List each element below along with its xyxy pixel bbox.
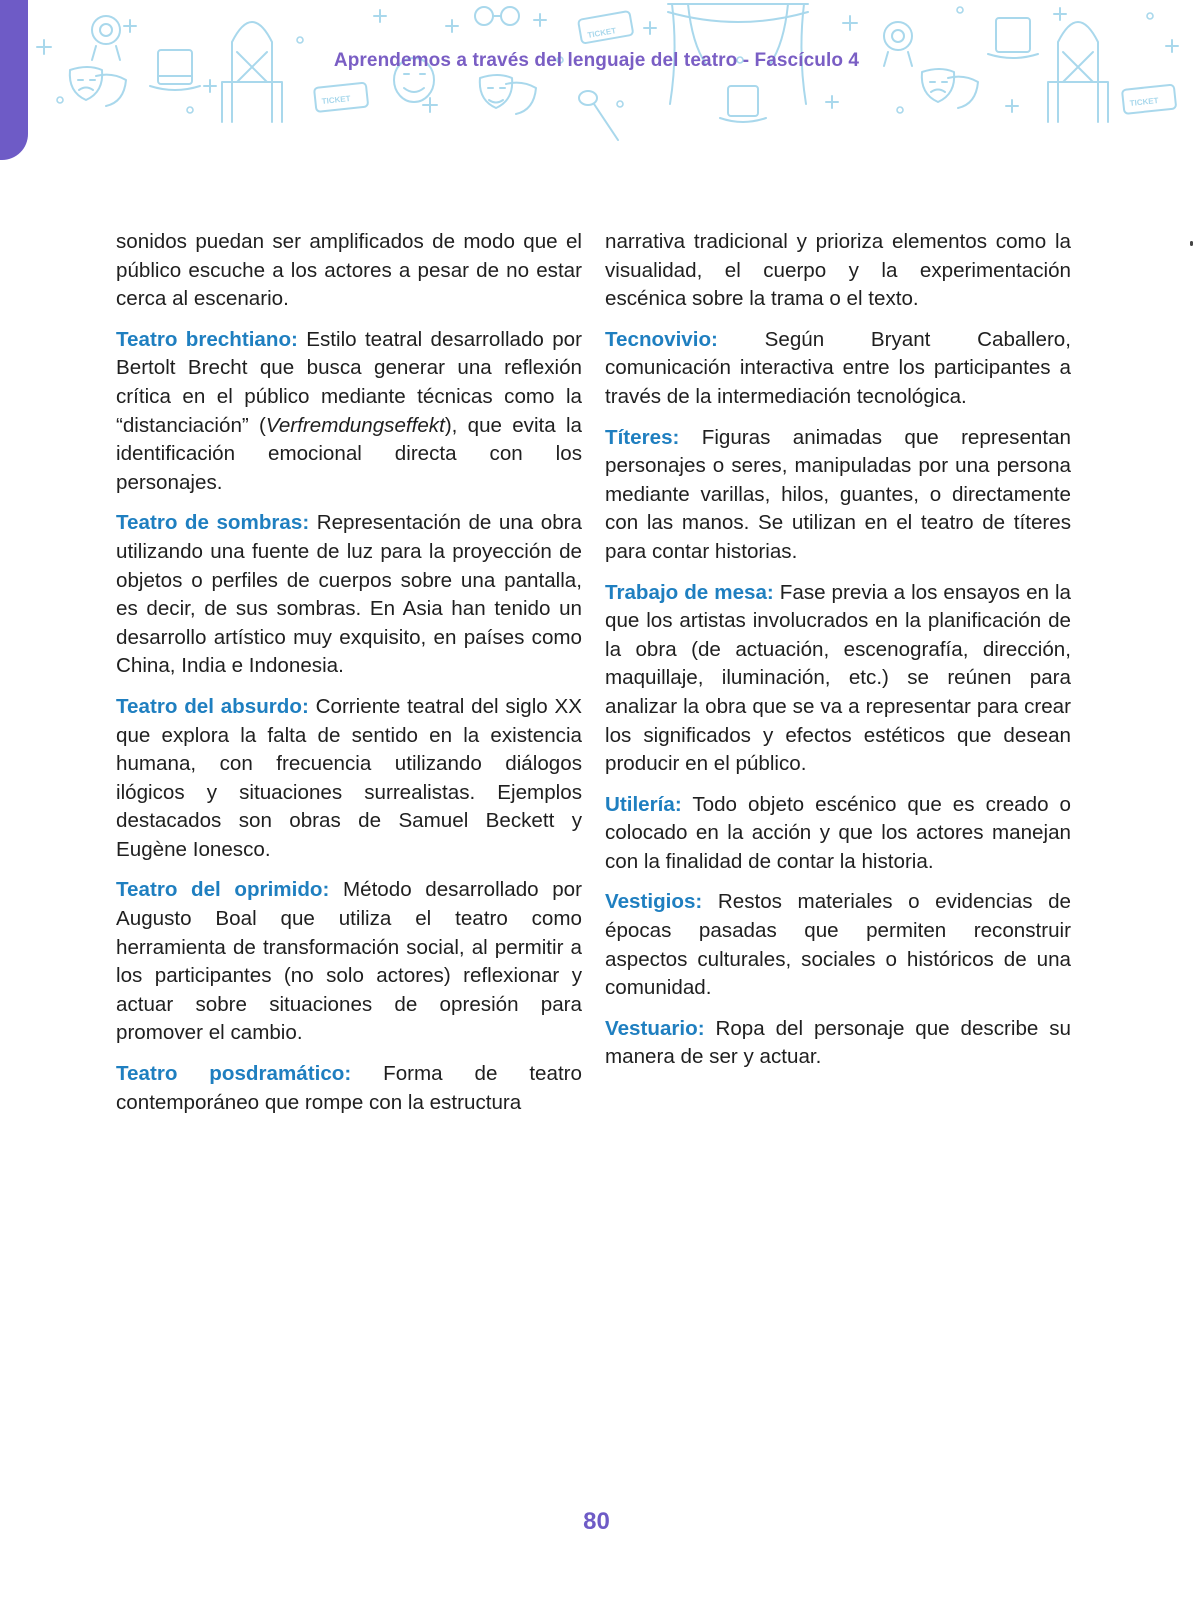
glossary-definition: Según Bryant Caballero, comunicación interactiva entre los participantes a través de la intermediación tecnológica.: [605, 327, 1071, 408]
glossary-entry: [605, 579, 1071, 779]
binoculars-icon: [475, 7, 519, 25]
continued-paragraph: [605, 228, 1071, 314]
glossary-definition: Fase previa a los ensayos en la que los artistas involucrados en la planificación de la obra (de actuación, escenografía, dirección, maquillaje, iluminación, etc.) se reúnen para analizar la obra que se va a representar para crear los significados y efectos estéticos que desean producir en el público.: [605, 580, 1071, 776]
glossary-definition: Ropa del personaje que describe su manera de ser y actuar.: [605, 1016, 1071, 1069]
glossary-term: Vestuario:: [605, 1016, 705, 1040]
page-header: [0, 0, 1193, 160]
ticket-label: TICKET: [1129, 96, 1159, 108]
glossary-term: Teatro del absurdo:: [116, 694, 309, 718]
throne-icon: [1048, 22, 1108, 122]
glossary-definition: Corriente teatral del siglo XX que explora la falta de sentido en la existencia humana, con frecuencia utilizando diálogos ilógicos y situaciones surrealistas. Ejemplos destacados son obras de Samuel Beckett y Eugène Ionesco.: [116, 694, 582, 861]
continued-paragraph: [116, 228, 582, 314]
glossary-definition: Estilo teatral desarrollado por Bertolt Brecht que busca generar una reflexión crítica en el público mediante técnicas como la “distanciación” (: [116, 327, 582, 437]
glossary-entry: [116, 1060, 582, 1117]
glossary-definition: Figuras animadas que representan personajes o seres, manipuladas por una persona mediante varillas, hilos, guantes, o directamente con las manos. Se utilizan en el teatro de títeres para contar historias.: [605, 425, 1071, 563]
glossary-term: Tecnovivio:: [605, 327, 718, 351]
glossary-entry: [605, 791, 1071, 877]
glossary-entry: [605, 326, 1071, 412]
glossary-term: Teatro de sombras:: [116, 511, 310, 535]
glossary-definition: ), que evita la identificación emocional directa con los personajes.: [116, 413, 582, 494]
glossary-definition: Método desarrollado por Augusto Boal que utiliza el teatro como herramienta de transformación social, al permitir a los participantes (no solo actores) reflexionar y actuar sobre situaciones de opresión para promover el cambio.: [116, 878, 582, 1045]
header-decoration: [0, 0, 1193, 160]
top-hat-icon: [720, 86, 766, 122]
glossary-term: Títeres:: [605, 425, 680, 449]
glossary-term: Teatro brechtiano:: [116, 327, 298, 351]
glossary-definition-italic: Verfremdungseffekt: [265, 413, 445, 437]
glossary-term: Teatro posdramático:: [116, 1062, 352, 1086]
theater-masks-icon: [922, 69, 978, 108]
glossary-entry: [605, 888, 1071, 1002]
glossary-term: Utilería:: [605, 792, 682, 816]
glossary-term: Teatro del oprimido:: [116, 878, 330, 902]
glossary-term: Trabajo de mesa:: [605, 580, 774, 604]
glossary-entry: [605, 1015, 1071, 1072]
theater-masks-icon: [480, 75, 536, 114]
chapter-side-tab: [0, 0, 28, 160]
glossary-entry: [605, 424, 1071, 567]
theater-masks-icon: [70, 67, 126, 106]
continued-text: sonidos puedan ser amplificados de modo que el público escuche a los actores a pesar de no estar cerca al escenario.: [116, 230, 582, 311]
glossary-definition: Representación de una obra utilizando una fuente de luz para la proyección de objetos o perfiles de cuerpos sobre una pantalla, es decir, de sus sombras. En Asia han tenido un desarrollo artístico muy exquisito, en países como China, India e Indonesia.: [116, 511, 582, 678]
glossary-definition: Forma de teatro contemporáneo que rompe con la estructura: [116, 1062, 582, 1114]
glossary-entry: [116, 693, 582, 865]
throne-icon: [222, 22, 282, 122]
page-number: 80: [583, 1508, 610, 1535]
glossary-entry: [116, 326, 582, 498]
ticket-label: TICKET: [321, 94, 351, 106]
right-column: [605, 228, 1071, 1084]
continued-text: narrativa tradicional y prioriza elementos como la visualidad, el cuerpo y la experimentación escénica sobre la trama o el texto.: [605, 230, 1071, 311]
glossary-entry: [116, 876, 582, 1048]
left-column: [116, 228, 582, 1129]
ticket-label: TICKET: [586, 26, 617, 40]
glossary-definition: Restos materiales o evidencias de épocas pasadas que permiten reconstruir aspectos culturales, sociales o históricos de una comunidad.: [605, 890, 1071, 1000]
glossary-definition: Todo objeto escénico que es creado o colocado en la acción y que los actores manejan con la finalidad de contar la historia.: [605, 792, 1072, 873]
microphone-icon: [579, 91, 618, 140]
header-title: Aprendemos a través del lenguaje del teatro - Fascículo 4: [333, 50, 860, 71]
glossary-entry: [116, 509, 582, 681]
glossary-term: Vestigios:: [605, 890, 703, 914]
